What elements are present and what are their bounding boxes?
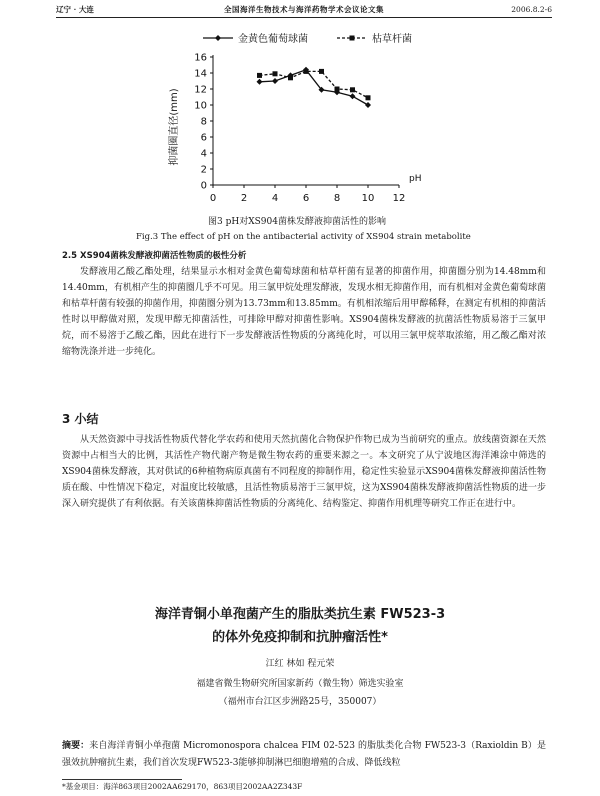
x-tick-label: 6 <box>302 193 310 204</box>
y-tick-label: 16 <box>194 52 207 64</box>
data-point <box>350 93 356 99</box>
y-tick-label: 8 <box>200 116 207 128</box>
article-title-line-1: 海洋青铜小单孢菌产生的脂肽类抗生素 FW523-3 <box>154 607 446 622</box>
section-2-5-paragraph: 发酵液用乙酸乙酯处理，结果显示水相对金黄色葡萄球菌和枯草杆菌有显著的抑菌作用，抑菌圈分别为14.48mm和14.40mm，有机相产生的抑菌圈几乎不可见。用三氯甲烷处理发酵液，发现水相无抑菌作用，而有机相对金黄色葡萄球菌和枯草杆菌有较强的抑菌作用，抑菌圈分别为13.73mm和13.85mm。有机相浓缩后用甲醇稀释，在测定有机相的抑菌活性时以甲醇做对照，发现甲醇无抑菌活性，可排除甲醇对抑菌性影响。XS904菌株发酵液的抗菌活性物质易溶于三氯甲烷，而不易溶于乙酸乙酯，因此在进行下一步发酵液活性物质的分离纯化时，可以用三氯甲烷萃取浓缩，用乙酸乙酯对浓缩物洗涤并进一步纯化。 <box>62 267 546 357</box>
figure-caption-cn: 图3 pH对XS904菌株发酵液抑菌活性的影响 <box>208 217 386 227</box>
article-affiliation: 福建省微生物研究所国家新药（微生物）筛选实验室 <box>196 679 404 689</box>
x-tick-label: 10 <box>361 193 375 204</box>
y-tick-label: 0 <box>200 180 207 192</box>
data-point <box>319 69 324 74</box>
section-3-heading: 3 小结 <box>62 412 99 426</box>
article-authors: 江红 林如 程元荣 <box>265 659 335 669</box>
abstract-text: 来自海洋青铜小单孢菌 Micromonospora chalcea FIM 02-523 的脂肽类化合物 FW523-3（Raxioldin B）是强效抗肿瘤抗生素，我们首次发现FW523-3能够抑制淋巴细胞增殖的合成、降低线粒 <box>62 741 546 768</box>
y-tick-label: 2 <box>200 164 207 176</box>
section-3-paragraph: 从天然资源中寻找活性物质代替化学农药和使用天然抗菌化合物保护作物已成为当前研究的重点。放线菌资源在天然资源中占相当大的比例，其活性产物代谢产物是微生物农药的重要来源之一。本文研究了从宁波地区海洋滩涂中筛选的XS904菌株发酵液，其对供试的6种植物病原真菌有不同程度的抑制作用，稳定性实验显示XS904菌株发酵液抑菌活性物质在酸、中性情况下稳定，对温度比较敏感，且活性物质易溶于三氯甲烷，这为XS904菌株发酵液抑菌活性物质的进一步深入研究提供了有利依据。有关该菌株抑菌活性物质的分离纯化、结构鉴定、抑菌作用机理等研究工作正在进行中。 <box>62 435 546 509</box>
y-axis-label: 抑菌圈直径(mm) <box>169 88 180 166</box>
data-point <box>257 73 262 78</box>
y-tick-label: 14 <box>194 68 207 80</box>
x-tick-label: 12 <box>392 193 406 204</box>
legend-label: 枯草杆菌 <box>372 34 412 45</box>
section-2-5-heading: 2.5 XS904菌株发酵液抑菌活性物质的极性分析 <box>62 251 247 261</box>
data-point <box>257 79 263 85</box>
header-date: 2006.8.2-6 <box>511 5 552 14</box>
header-proceedings-title: 全国海洋生物技术与海洋药物学术会议论文集 <box>224 5 384 14</box>
article-title-line-2: 的体外免疫抑制和抗肿瘤活性* <box>212 630 388 645</box>
data-point <box>272 78 278 84</box>
x-tick-label: 2 <box>240 193 248 204</box>
x-tick-label: 8 <box>333 193 341 204</box>
data-point <box>366 95 371 100</box>
data-point <box>273 71 278 76</box>
x-axis-label: pH <box>409 174 422 184</box>
y-tick-label: 10 <box>194 100 207 112</box>
data-point <box>335 87 340 92</box>
figure-caption-en: Fig.3 The effect of pH on the antibacterial activity of XS904 strain metabolite <box>136 232 471 242</box>
legend-marker <box>350 36 355 41</box>
y-tick-label: 4 <box>200 148 207 160</box>
ph-effect-line-chart <box>0 0 600 240</box>
data-point <box>365 102 371 108</box>
x-tick-label: 4 <box>271 193 279 204</box>
legend-label: 金黄色葡萄球菌 <box>238 34 308 45</box>
article-address: （福州市台江区步洲路25号，350007） <box>218 697 382 707</box>
data-point <box>288 75 293 80</box>
x-tick-label: 0 <box>209 193 217 204</box>
abstract-paragraph <box>62 738 546 772</box>
data-point <box>304 69 309 74</box>
y-tick-label: 12 <box>194 84 207 96</box>
legend-marker <box>215 35 221 41</box>
y-tick-label: 6 <box>200 132 207 144</box>
data-point <box>350 87 355 92</box>
abstract-label: 摘要： <box>62 741 90 751</box>
footnote-funding: *基金项目：海洋863项目2002AA629170，863项目2002AA2Z343F <box>62 782 303 791</box>
header-location: 辽宁 · 大连 <box>56 5 94 14</box>
footnote-rule <box>62 779 182 780</box>
